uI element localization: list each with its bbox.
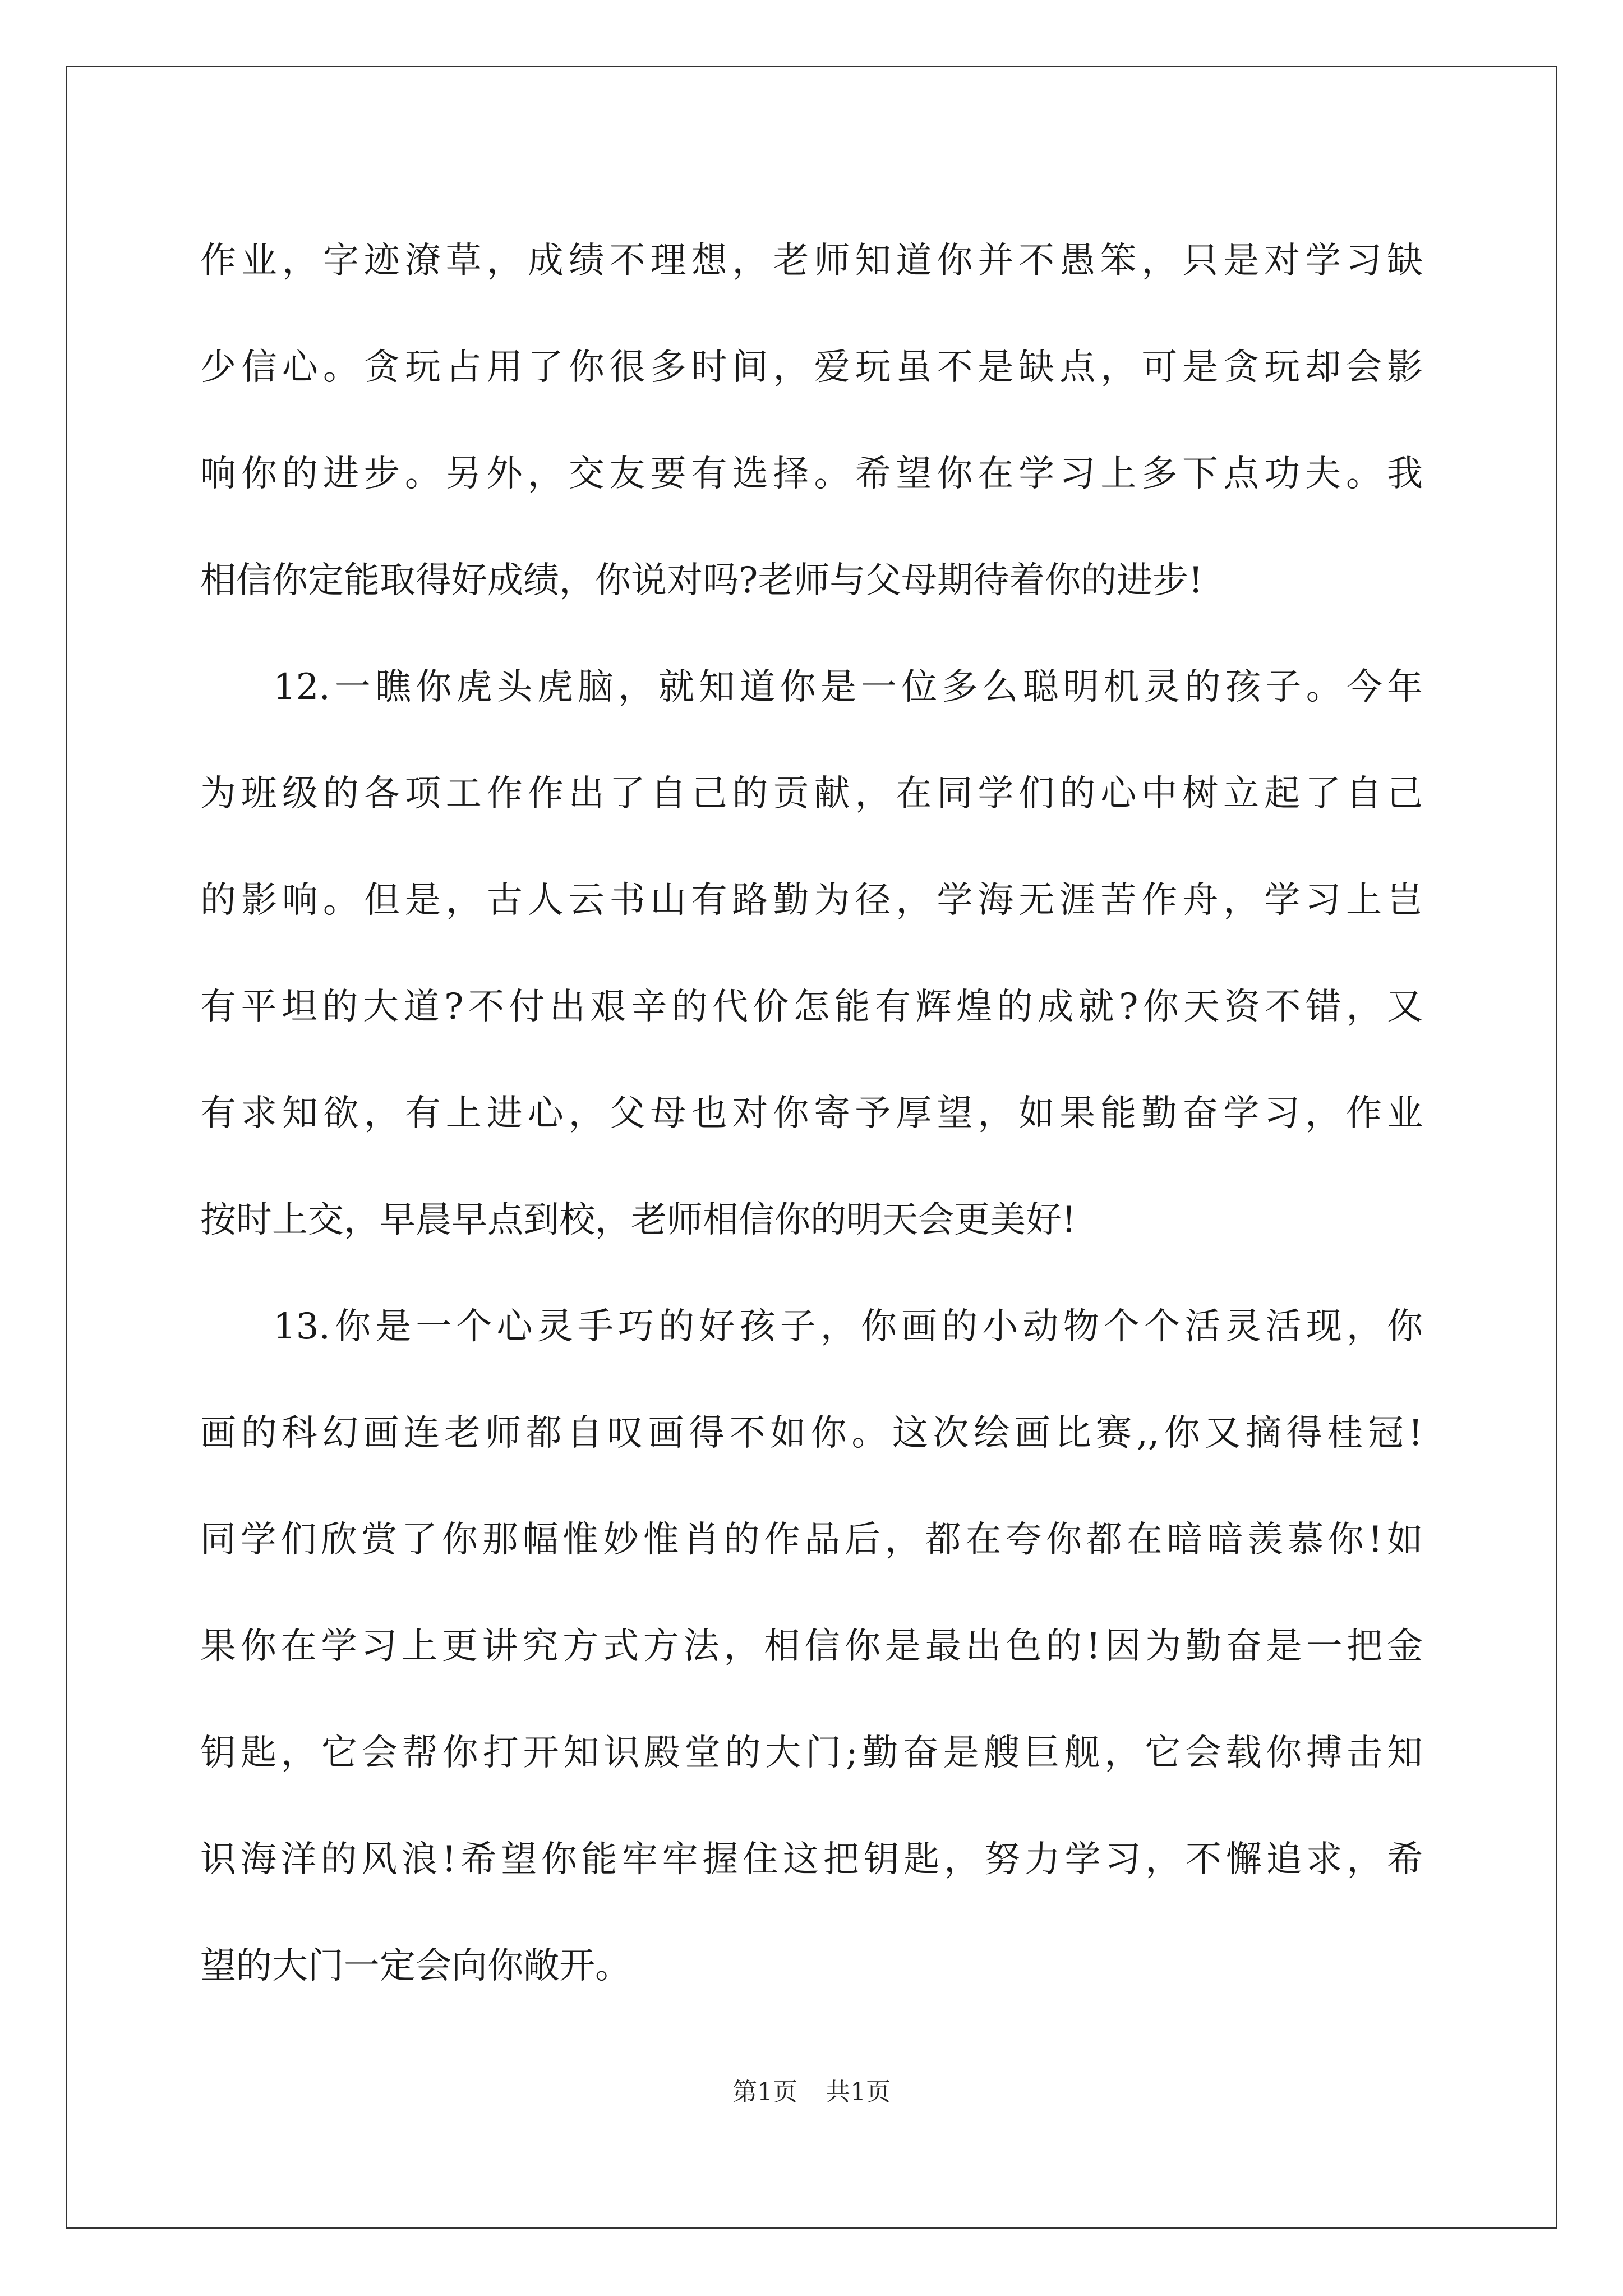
text-line: 作业，字迹潦草，成绩不理想，老师知道你并不愚笨，只是对学习缺 [200, 240, 1423, 282]
text-line: 望的大门一定会向你敞开。 [200, 1945, 631, 1987]
text-line: 识海洋的风浪!希望你能牢牢握住这把钥匙，努力学习，不懈追求，希 [200, 1839, 1423, 1880]
page-number: 第1页 [732, 2078, 797, 2106]
text-line: 相信你定能取得好成绩，你说对吗?老师与父母期待着你的进步! [200, 560, 1204, 601]
document-body [200, 208, 1423, 2019]
paragraph-12-start: 12.一瞧你虎头虎脑，就知道你是一位多么聪明机灵的孩子。今年 [273, 666, 1423, 708]
page-total: 共1页 [826, 2078, 891, 2106]
text-line: 少信心。贪玩占用了你很多时间，爱玩虽不是缺点，可是贪玩却会影 [200, 347, 1423, 388]
text-line: 按时上交，早晨早点到校，老师相信你的明天会更美好! [200, 1199, 1076, 1241]
text-line: 为班级的各项工作作出了自己的贡献，在同学们的心中树立起了自己 [200, 773, 1423, 815]
text-line: 果你在学习上更讲究方式方法，相信你是最出色的!因为勤奋是一把金 [200, 1626, 1423, 1667]
text-line: 有求知欲，有上进心，父母也对你寄予厚望，如果能勤奋学习，作业 [200, 1093, 1423, 1134]
paragraph-13-start: 13.你是一个心灵手巧的好孩子，你画的小动物个个活灵活现，你 [273, 1306, 1423, 1347]
text-line: 同学们欣赏了你那幅惟妙惟肖的作品后，都在夸你都在暗暗羡慕你!如 [200, 1519, 1423, 1561]
page-footer [0, 2076, 1623, 2109]
text-line: 有平坦的大道?不付出艰辛的代价怎能有辉煌的成就?你天资不错，又 [200, 986, 1423, 1028]
text-line: 画的科幻画连老师都自叹画得不如你。这次绘画比赛,,你又摘得桂冠! [200, 1412, 1423, 1454]
text-line: 的影响。但是，古人云书山有路勤为径，学海无涯苦作舟，学习上岂 [200, 880, 1423, 921]
text-line: 钥匙，它会帮你打开知识殿堂的大门;勤奋是艘巨舰，它会载你搏击知 [200, 1732, 1423, 1774]
text-line: 响你的进步。另外，交友要有选择。希望你在学习上多下点功夫。我 [200, 453, 1423, 495]
